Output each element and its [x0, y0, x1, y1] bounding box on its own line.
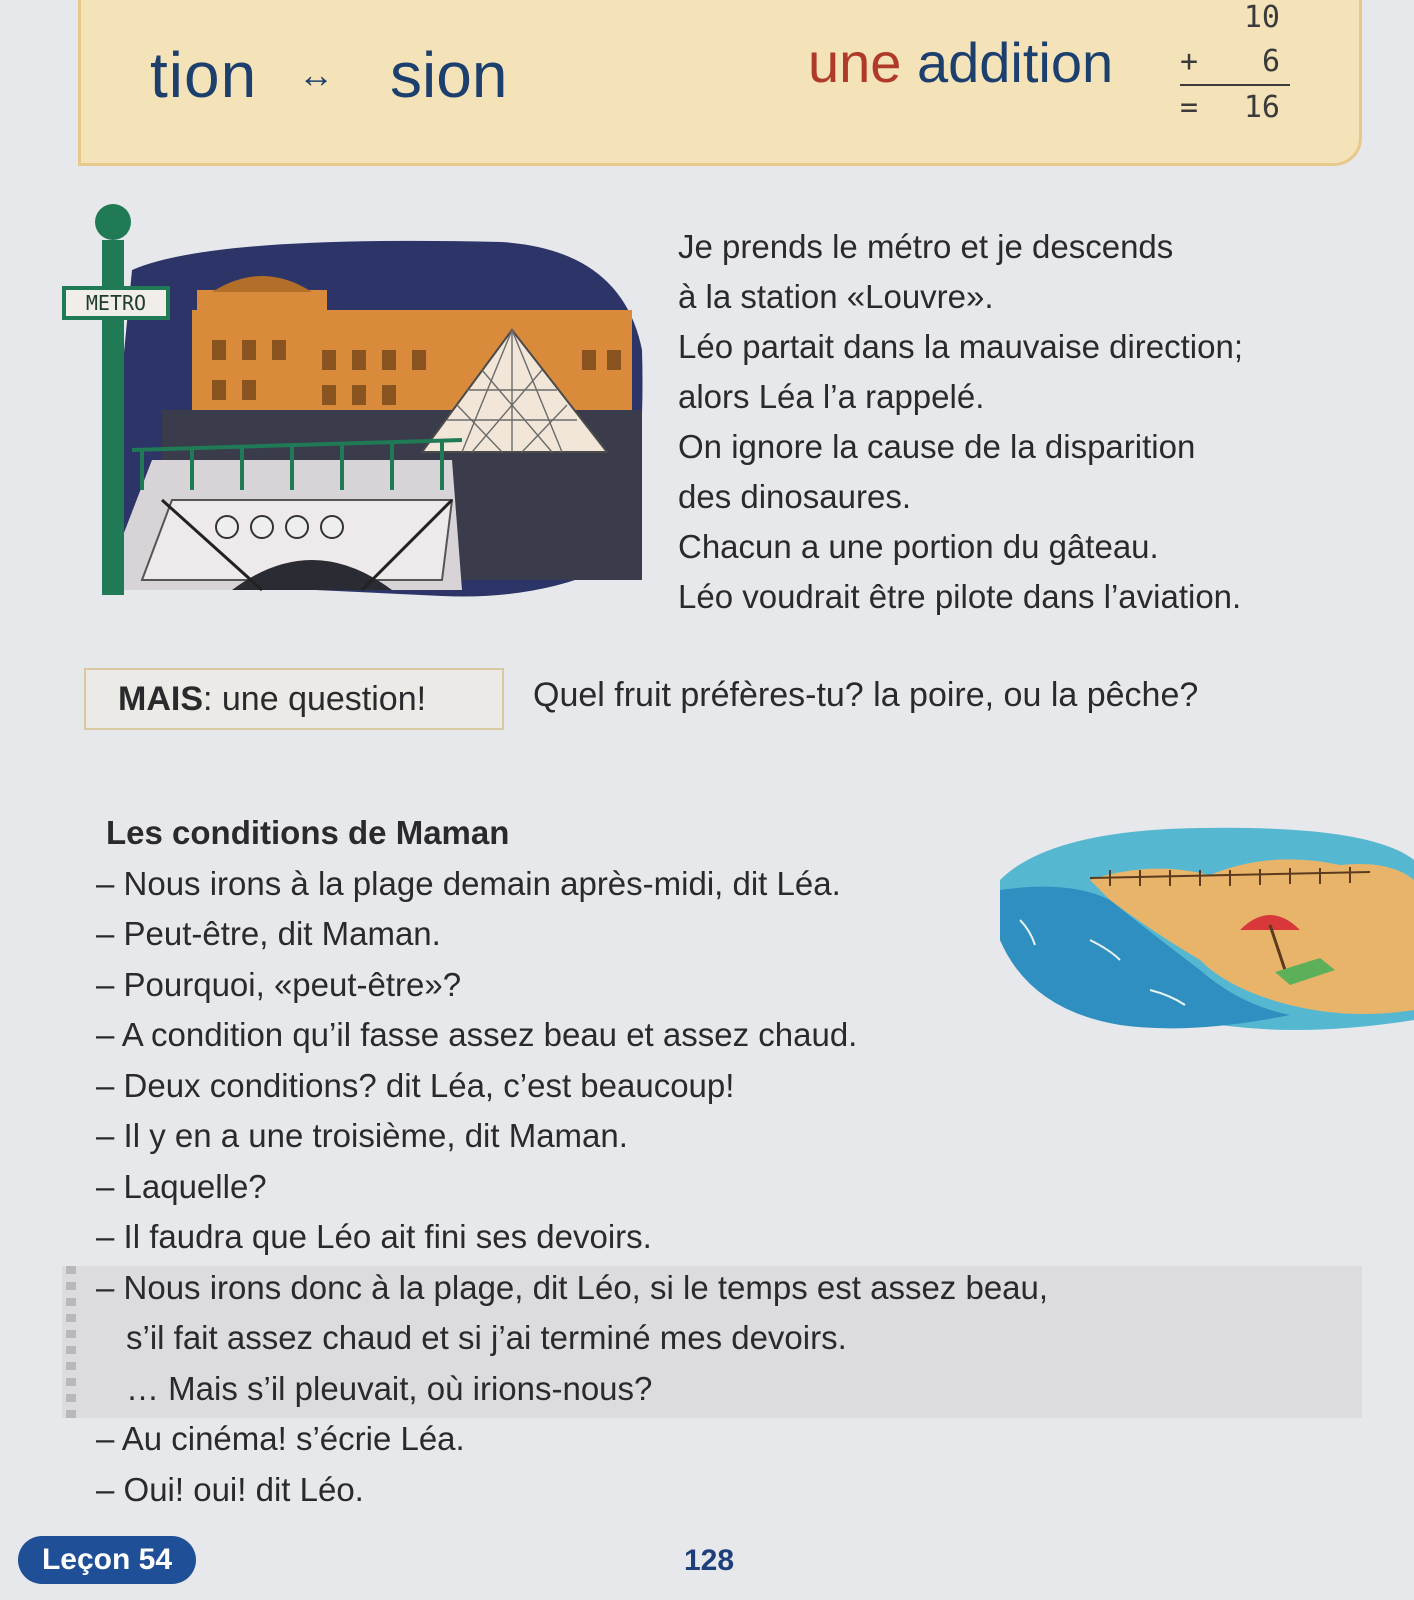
reading-line: Léo voudrait être pilote dans l’aviation. [678, 578, 1242, 615]
metro-louvre-illustration [62, 200, 662, 620]
heading-sion: sion [390, 39, 508, 111]
reading-line: On ignore la cause de la disparition [678, 428, 1196, 465]
sum-operand-2-row [1180, 40, 1290, 86]
lesson-header-band [78, 0, 1362, 166]
double-arrow-icon: ↔ [298, 54, 334, 95]
mais-rule-text: : une question! [203, 680, 427, 718]
sum-operand-1: 10 [1243, 0, 1280, 35]
mais-example: Quel fruit préfères-tu? la poire, ou la pêche? [533, 676, 1199, 714]
heading-tion: tion [150, 39, 258, 111]
story-line: – Nous irons donc à la plage, dit Léo, si le temps est assez beau, [96, 1268, 1049, 1306]
story-line: – A condition qu’il fasse assez beau et assez chaud. [96, 1016, 858, 1053]
story-title: Les conditions de Maman [106, 814, 510, 851]
lesson-badge: Leçon 54 [18, 1536, 196, 1584]
mais-keyword: MAIS [118, 680, 203, 718]
metro-sign-text: METRO [85, 291, 147, 315]
addition-article: une [808, 31, 917, 94]
heading-addition [808, 30, 1113, 95]
story-line: – Au cinéma! s’écrie Léa. [96, 1420, 465, 1457]
story-line: … Mais s’il pleuvait, où irions-nous? [126, 1369, 653, 1407]
addition-sum [1180, 0, 1290, 130]
story-line: – Nous irons à la plage demain après-midi, dit Léa. [96, 864, 841, 902]
page-number: 128 [684, 1544, 735, 1577]
reading-line: à la station «Louvre». [678, 278, 994, 315]
story-text [96, 808, 1048, 1515]
story-line: – Laquelle? [96, 1167, 267, 1205]
story-line: – Deux conditions? dit Léa, c’est beaucoup! [96, 1066, 735, 1104]
reading-line: Chacun a une portion du gâteau. [678, 528, 1159, 565]
mais-rule-box [84, 668, 504, 730]
reading-line: Léo partait dans la mauvaise direction; [678, 328, 1243, 365]
sum-result-row [1180, 86, 1290, 130]
reading-line: alors Léa l’a rappelé. [678, 378, 985, 415]
plus-sign: + [1180, 44, 1199, 79]
story-line: s’il fait assez chaud et si j’ai terminé mes devoirs. [126, 1319, 847, 1356]
reading-line: des dinosaures. [678, 478, 911, 515]
beach-illustration [990, 820, 1414, 1040]
reading-line: Je prends le métro et je descends [678, 228, 1174, 265]
equals-sign: = [1180, 90, 1199, 125]
sum-result: 16 [1243, 90, 1280, 125]
story-line: – Il y en a une troisième, dit Maman. [96, 1117, 628, 1154]
story-line: – Peut-être, dit Maman. [96, 915, 441, 952]
sum-operand-2: 6 [1261, 44, 1280, 79]
story-line: – Il faudra que Léo ait fini ses devoirs. [96, 1218, 652, 1255]
dotted-margin-marker [66, 1266, 76, 1418]
addition-word: addition [917, 31, 1114, 94]
reading-examples [678, 222, 1243, 622]
story-line: – Pourquoi, «peut-être»? [96, 965, 462, 1003]
story-line: – Oui! oui! dit Léo. [96, 1470, 364, 1508]
